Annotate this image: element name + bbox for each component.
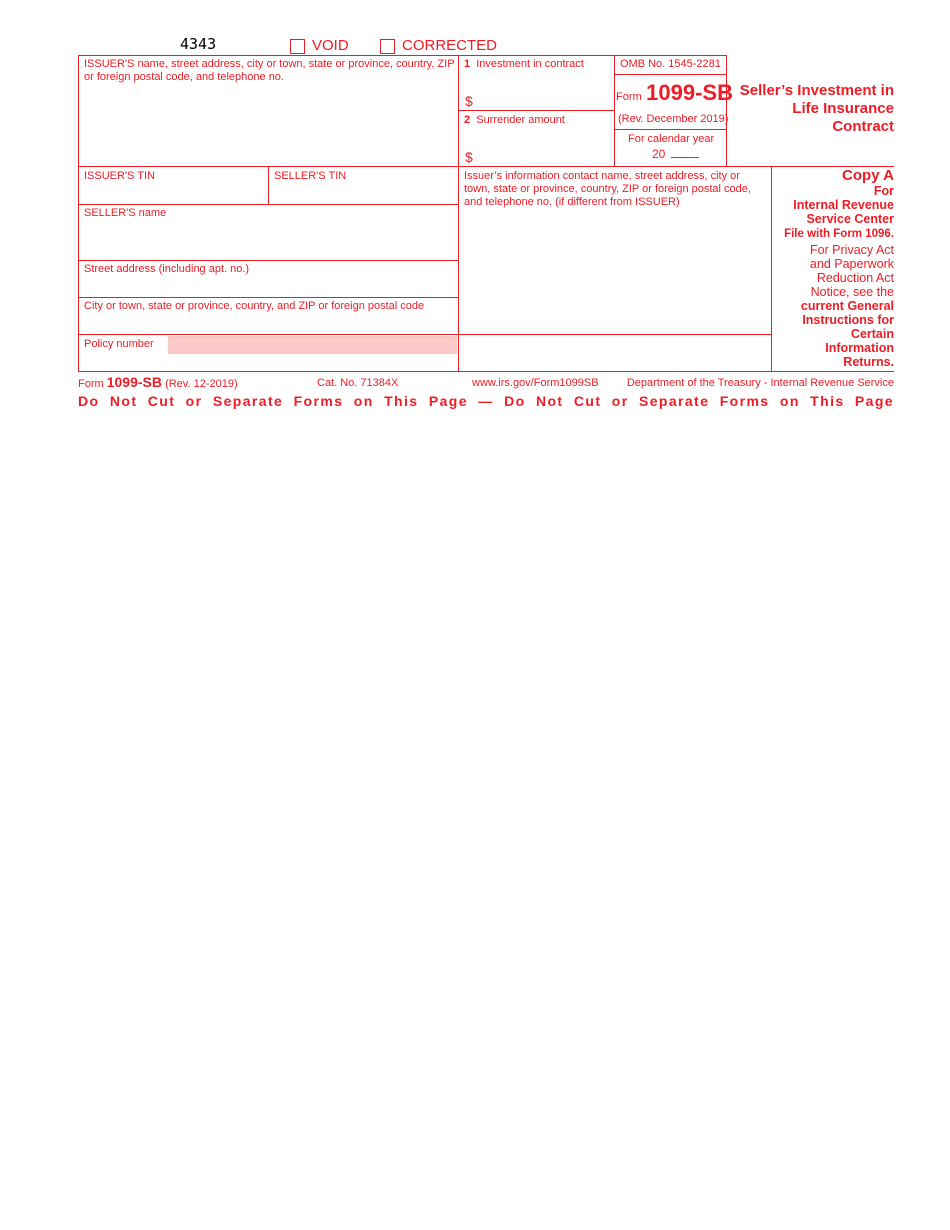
calendar-year-label: For calendar year (628, 133, 715, 145)
footer-form-id (78, 374, 238, 390)
box2-currency: $ (465, 149, 473, 165)
instructions-line1: current General (800, 299, 894, 313)
footer-form-number: 1099-SB (106, 374, 162, 390)
form-word: Form (616, 91, 642, 103)
instructions-line4: Information (825, 341, 894, 355)
box1-number: 1 (464, 58, 471, 70)
calendar-year-field[interactable] (652, 147, 699, 161)
issuer-contact-label: Issuer’s information contact name, street address, city or town, state or province, country, ZIP or foreign postal code, and telephone no. (if different from ISSUER) (464, 170, 751, 208)
box2-label (464, 114, 565, 127)
privacy-line3: Reduction Act (816, 271, 894, 285)
treasury-department: Department of the Treasury - Internal Revenue Service (626, 377, 894, 389)
form-number: 1099-SB (646, 80, 733, 105)
void-checkbox[interactable] (290, 39, 305, 54)
form-title: Seller’s Investment in Life Insurance Contract (739, 82, 894, 135)
catalog-number: Cat. No. 71384X (317, 377, 399, 389)
irs-url: www.irs.gov/Form1099SB (472, 377, 599, 389)
instructions-line2: Instructions for (802, 313, 894, 327)
calendar-year-blank (671, 157, 699, 158)
privacy-line4: Notice, see the (810, 285, 894, 299)
calendar-year-prefix: 20 (652, 147, 666, 161)
issuer-tin-label: ISSUER'S TIN (84, 170, 155, 182)
copy-a-for: For (873, 184, 894, 198)
instructions-line5: Returns. (843, 355, 894, 369)
policy-number-input[interactable] (168, 336, 457, 354)
seller-tin-label: SELLER'S TIN (274, 170, 347, 182)
privacy-line1: For Privacy Act (809, 243, 894, 257)
seller-name-label: SELLER'S name (84, 207, 167, 219)
city-state-zip-label: City or town, state or province, country, and ZIP or foreign postal code (84, 300, 425, 312)
box2-amount-input[interactable] (480, 142, 610, 164)
void-label: VOID (312, 37, 349, 54)
corrected-checkbox[interactable] (380, 39, 395, 54)
instructions-line3: Certain (850, 327, 894, 341)
omb-number: OMB No. 1545-2281 (620, 58, 721, 70)
box2-text: Surrender amount (476, 114, 565, 126)
box1-text: Investment in contract (476, 58, 584, 70)
revision-label: (Rev. December 2019) (618, 113, 729, 125)
form-id (616, 80, 733, 106)
footer-revision: (Rev. 12-2019) (165, 378, 238, 390)
copy-a-panel (776, 167, 894, 369)
corrected-label: CORRECTED (402, 37, 498, 54)
box1-label (464, 58, 584, 71)
box1-currency: $ (465, 93, 473, 109)
issuer-name-label: ISSUER'S name, street address, city or town, state or province, country, ZIP or foreign postal code, and telephone no. (84, 58, 455, 83)
do-not-cut-notice: Do Not Cut or Separate Forms on This Page — Do Not Cut or Separate Forms on This Page (78, 393, 894, 409)
form-code: 4343 (180, 35, 217, 53)
policy-number-label: Policy number (84, 338, 154, 350)
copy-a-title: Copy A (842, 167, 894, 184)
privacy-line2: and Paperwork (809, 257, 894, 271)
box1-amount-input[interactable] (480, 86, 610, 108)
street-address-label: Street address (including apt. no.) (84, 263, 250, 275)
footer-form-word: Form (78, 378, 104, 390)
copy-a-file-with: File with Form 1096. (784, 228, 894, 240)
box2-number: 2 (464, 114, 471, 126)
copy-a-irs-line2: Service Center (806, 212, 894, 226)
copy-a-irs-line1: Internal Revenue (793, 198, 894, 212)
